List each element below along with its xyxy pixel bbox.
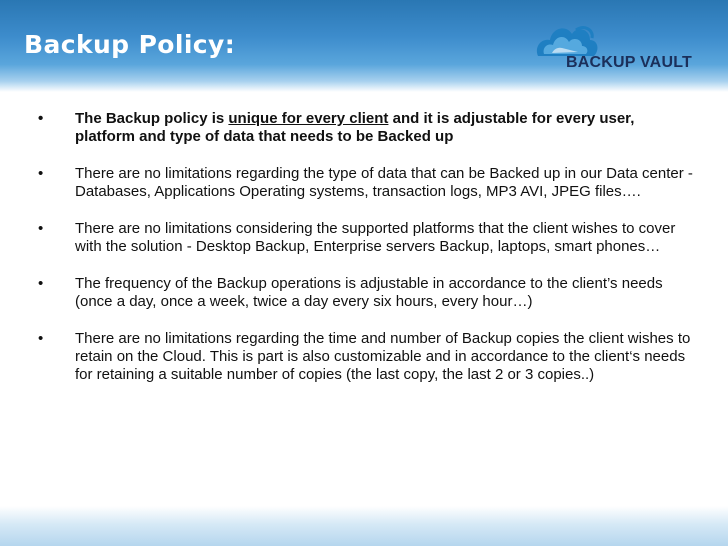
bullet-dot: • bbox=[38, 220, 44, 237]
bullet-item: • The frequency of the Backup operations is adjustable in accordance to the client’s needs (once a day, once a week, twice a day every six hours, every hour…) bbox=[38, 275, 663, 310]
backup-vault-logo bbox=[532, 16, 717, 82]
bullet-dot: • bbox=[38, 330, 44, 347]
underlined-phrase: unique for every client bbox=[228, 110, 389, 127]
bullet-list bbox=[38, 110, 698, 384]
bullet-item: • There are no limitations considering the supported platforms that the client wishes to cover with the solution - Desktop Backup, Enterprise servers Backup, laptops, smart phones… bbox=[38, 220, 676, 255]
bullet-dot: • bbox=[38, 165, 44, 182]
bullet-item: • There are no limitations regarding the time and number of Backup copies the client wishes to retain on the Cloud. This is part is also customizable and in accordance to the client‘s needs for retaining a suitable number of copies (the last copy, the last 2 or 3 copies..) bbox=[38, 330, 691, 383]
slide-title: Backup Policy: bbox=[24, 30, 236, 59]
footer-band bbox=[0, 506, 728, 546]
bullet-item: • There are no limitations regarding the type of data that can be Backed up in our Data center - Databases, Applications Operating systems, transaction logs, MP3 AVI, JPEG files…. bbox=[38, 165, 693, 200]
bullet-item: • The Backup policy is unique for every client and it is adjustable for every user, platform and type of data that needs to be Backed up bbox=[38, 110, 635, 145]
logo-text: BACKUP VAULT bbox=[566, 54, 692, 71]
bullet-dot: • bbox=[38, 110, 44, 127]
bullet-dot: • bbox=[38, 275, 44, 292]
